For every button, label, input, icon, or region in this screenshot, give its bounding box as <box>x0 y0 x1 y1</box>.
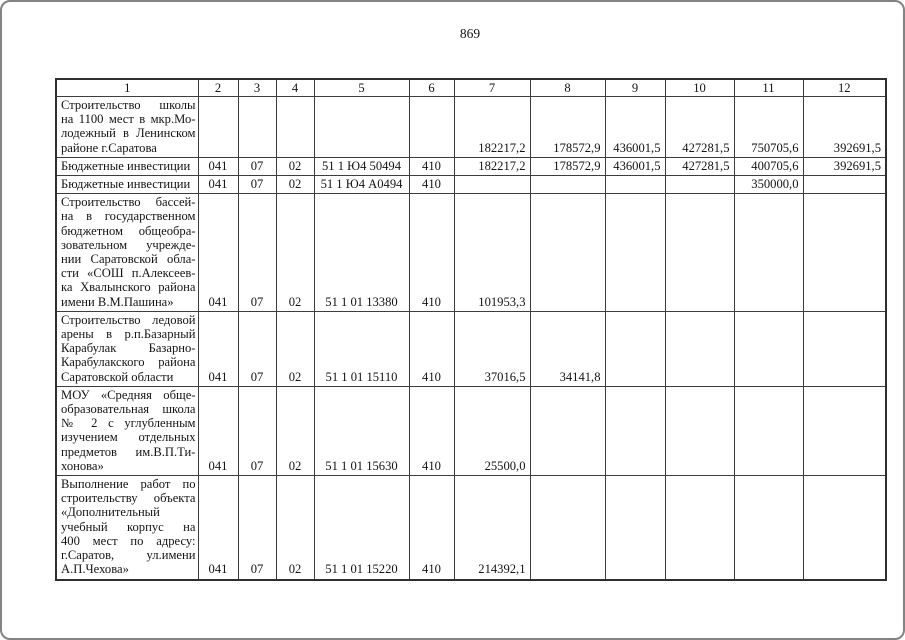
code-cell: 041 <box>198 176 238 194</box>
code-cell: 410 <box>409 311 454 386</box>
column-header-11: 11 <box>734 79 803 97</box>
code-cell: 410 <box>409 157 454 175</box>
amount-cell: 392691,5 <box>803 157 886 175</box>
amount-cell <box>605 476 665 580</box>
project-name-cell <box>56 194 198 312</box>
table-row <box>56 97 886 158</box>
table-row <box>56 194 886 312</box>
amount-cell: 37016,5 <box>454 311 530 386</box>
project-name-line: зовательном учрежде- <box>61 237 196 252</box>
project-name-line: Саратовской области <box>61 369 174 384</box>
project-name-line: учебный корпус на <box>61 519 196 534</box>
table-row <box>56 157 886 175</box>
code-cell: 51 1 01 13380 <box>314 194 409 312</box>
code-cell: 041 <box>198 476 238 580</box>
code-cell: 07 <box>238 194 276 312</box>
amount-cell <box>734 311 803 386</box>
amount-cell: 392691,5 <box>803 97 886 158</box>
project-name-cell <box>56 176 198 194</box>
code-cell: 07 <box>238 157 276 175</box>
column-header-1: 1 <box>56 79 198 97</box>
code-cell: 02 <box>276 176 314 194</box>
amount-cell <box>530 176 605 194</box>
table-row <box>56 311 886 386</box>
code-cell <box>238 97 276 158</box>
project-name-line: 400 мест по адресу: <box>61 533 196 548</box>
amount-cell: 400705,6 <box>734 157 803 175</box>
amount-cell <box>803 476 886 580</box>
code-cell: 410 <box>409 194 454 312</box>
amount-cell <box>665 311 734 386</box>
project-name-line: нии Саратовской обла- <box>61 252 196 267</box>
column-header-10: 10 <box>665 79 734 97</box>
code-cell <box>409 97 454 158</box>
amount-cell <box>530 194 605 312</box>
amount-cell <box>605 194 665 312</box>
amount-cell: 214392,1 <box>454 476 530 580</box>
code-cell: 410 <box>409 176 454 194</box>
amount-cell <box>803 311 886 386</box>
code-cell: 041 <box>198 311 238 386</box>
amount-cell: 427281,5 <box>665 157 734 175</box>
code-cell: 51 1 01 15220 <box>314 476 409 580</box>
amount-cell: 182217,2 <box>454 97 530 158</box>
amount-cell: 427281,5 <box>665 97 734 158</box>
project-name-line: районе г.Саратова <box>61 140 157 155</box>
column-header-4: 4 <box>276 79 314 97</box>
code-cell: 51 1 01 15630 <box>314 386 409 475</box>
amount-cell: 350000,0 <box>734 176 803 194</box>
project-name-line: Строительство школы <box>61 98 196 112</box>
amount-cell <box>734 386 803 475</box>
amount-cell <box>734 476 803 580</box>
code-cell: 07 <box>238 176 276 194</box>
project-name-cell <box>56 97 198 158</box>
project-name-line: строительству объекта <box>61 491 196 506</box>
table-row <box>56 176 886 194</box>
code-cell <box>314 97 409 158</box>
project-name-cell <box>56 386 198 475</box>
column-header-3: 3 <box>238 79 276 97</box>
code-cell: 07 <box>238 386 276 475</box>
code-cell: 02 <box>276 194 314 312</box>
table-body <box>56 97 886 580</box>
amount-cell <box>530 476 605 580</box>
project-name-line: хонова» <box>61 458 104 473</box>
amount-cell: 34141,8 <box>530 311 605 386</box>
code-cell: 410 <box>409 386 454 475</box>
project-name-line: Карабулакского района <box>61 355 196 370</box>
code-cell <box>198 97 238 158</box>
code-cell: 51 1 Ю4 А0494 <box>314 176 409 194</box>
amount-cell <box>665 176 734 194</box>
amount-cell <box>803 386 886 475</box>
project-name-cell <box>56 157 198 175</box>
code-cell: 02 <box>276 311 314 386</box>
amount-cell <box>803 176 886 194</box>
amount-cell: 101953,3 <box>454 194 530 312</box>
code-cell: 51 1 Ю4 50494 <box>314 157 409 175</box>
column-header-2: 2 <box>198 79 238 97</box>
project-name-line: изучением отдельных <box>61 430 196 445</box>
page-number: 869 <box>459 26 481 41</box>
column-header-12: 12 <box>803 79 886 97</box>
project-name-line: на 1100 мест в мкр.Мо- <box>61 112 196 127</box>
project-name-line: арены в р.п.Базарный <box>61 327 196 342</box>
amount-cell <box>454 176 530 194</box>
amount-cell <box>530 386 605 475</box>
project-name-line: образовательная школа <box>61 402 196 417</box>
amount-cell <box>605 311 665 386</box>
project-name-line: Строительство ледовой <box>61 312 196 327</box>
project-name-line: Бюджетные инвестиции <box>61 177 191 192</box>
project-name-line: Строительство бассей- <box>61 195 196 210</box>
amount-cell <box>665 476 734 580</box>
project-name-line: имени В.М.Пашина» <box>61 294 174 309</box>
amount-cell <box>605 176 665 194</box>
column-header-6: 6 <box>409 79 454 97</box>
project-name-line: лодежный в Ленинском <box>61 126 196 141</box>
amount-cell <box>665 194 734 312</box>
amount-cell <box>803 194 886 312</box>
project-name-line: «Дополнительный <box>61 505 160 520</box>
amount-cell: 750705,6 <box>734 97 803 158</box>
amount-cell: 436001,5 <box>605 97 665 158</box>
project-name-line: сти «СОШ п.Алексеев- <box>61 266 196 281</box>
project-name-line: МОУ «Средняя обще- <box>61 387 196 402</box>
project-name-line: на в государственном <box>61 209 196 224</box>
code-cell: 07 <box>238 311 276 386</box>
amount-cell: 25500,0 <box>454 386 530 475</box>
code-cell: 041 <box>198 386 238 475</box>
code-cell: 02 <box>276 157 314 175</box>
column-header-5: 5 <box>314 79 409 97</box>
column-header-9: 9 <box>605 79 665 97</box>
table-row <box>56 386 886 475</box>
amount-cell: 436001,5 <box>605 157 665 175</box>
project-name-line: Бюджетные инвестиции <box>61 158 191 173</box>
amount-cell <box>605 386 665 475</box>
project-name-line: предметов им.В.П.Ти- <box>61 444 196 459</box>
column-header-8: 8 <box>530 79 605 97</box>
project-name-line: бюджетном общеобра- <box>61 223 196 238</box>
column-header-7: 7 <box>454 79 530 97</box>
project-name-line: Выполнение работ по <box>61 477 196 492</box>
project-name-line: № 2 с углубленным <box>61 416 196 431</box>
code-cell: 041 <box>198 157 238 175</box>
project-name-line: Карабулак Базарно- <box>61 341 196 356</box>
project-name-cell <box>56 476 198 580</box>
budget-table <box>55 78 887 581</box>
amount-cell: 178572,9 <box>530 97 605 158</box>
code-cell: 02 <box>276 476 314 580</box>
table-row <box>56 476 886 580</box>
code-cell: 51 1 01 15110 <box>314 311 409 386</box>
code-cell <box>276 97 314 158</box>
amount-cell: 178572,9 <box>530 157 605 175</box>
code-cell: 410 <box>409 476 454 580</box>
code-cell: 041 <box>198 194 238 312</box>
code-cell: 07 <box>238 476 276 580</box>
code-cell: 02 <box>276 386 314 475</box>
table-header-row <box>56 79 886 97</box>
project-name-line: А.П.Чехова» <box>61 562 129 577</box>
project-name-cell <box>56 311 198 386</box>
amount-cell <box>734 194 803 312</box>
amount-cell: 182217,2 <box>454 157 530 175</box>
project-name-line: г.Саратов, ул.имени <box>61 548 196 563</box>
project-name-line: ка Хвалынского района <box>61 280 196 295</box>
amount-cell <box>665 386 734 475</box>
